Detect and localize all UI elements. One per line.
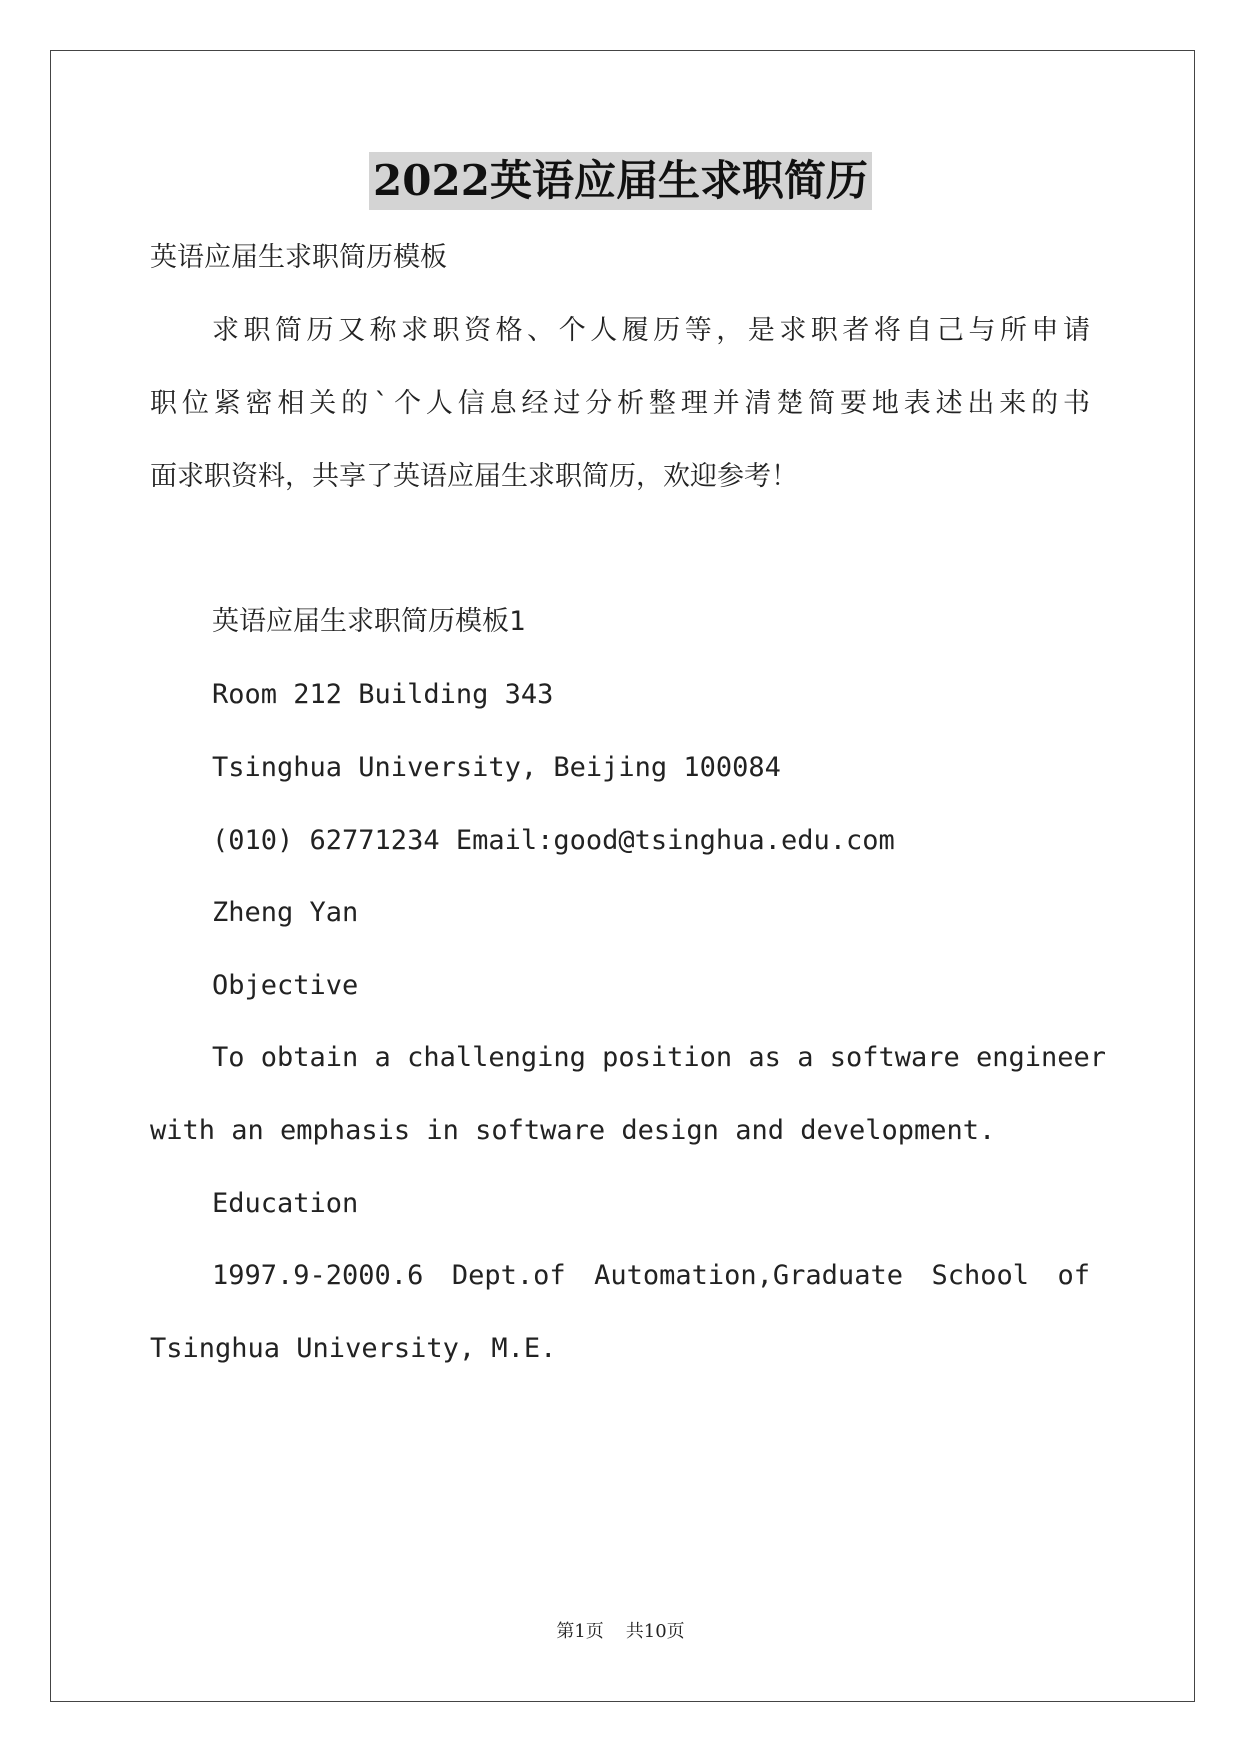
- page-footer: [0, 1620, 1241, 1644]
- page-total: 共10页: [625, 1621, 685, 1642]
- page-border: [50, 50, 1195, 1702]
- title-container: [0, 152, 1241, 210]
- intro-line-3: 面求职资料，共享了英语应届生求职简历，欢迎参考！: [150, 461, 798, 492]
- intro-line-2: 职位紧密相关的`个人信息经过分析整理并清楚简要地表述出来的书: [150, 388, 1090, 419]
- template-heading: 英语应届生求职简历模板1: [212, 606, 526, 637]
- document-title: 2022英语应届生求职简历: [369, 152, 872, 210]
- objective-heading: Objective: [212, 970, 359, 1001]
- education-line-1: 1997.9-2000.6 Dept.of Automation,Graduate School of: [212, 1260, 1090, 1291]
- education-line-2: Tsinghua University, M.E.: [150, 1333, 557, 1364]
- contact-line: (010) 62771234 Email:good@tsinghua.edu.com: [212, 825, 895, 856]
- address-line-2: Tsinghua University, Beijing 100084: [212, 752, 781, 783]
- intro-line-1: 求职简历又称求职资格、个人履历等，是求职者将自己与所申请: [212, 315, 1090, 346]
- subtitle: 英语应届生求职简历模板: [150, 242, 447, 273]
- education-heading: Education: [212, 1188, 359, 1219]
- objective-line-1: To obtain a challenging position as a software engineer: [212, 1042, 1107, 1073]
- address-line-1: Room 212 Building 343: [212, 679, 554, 710]
- objective-line-2: with an emphasis in software design and development.: [150, 1115, 996, 1146]
- candidate-name: Zheng Yan: [212, 897, 359, 928]
- page-number: 第1页: [556, 1621, 604, 1642]
